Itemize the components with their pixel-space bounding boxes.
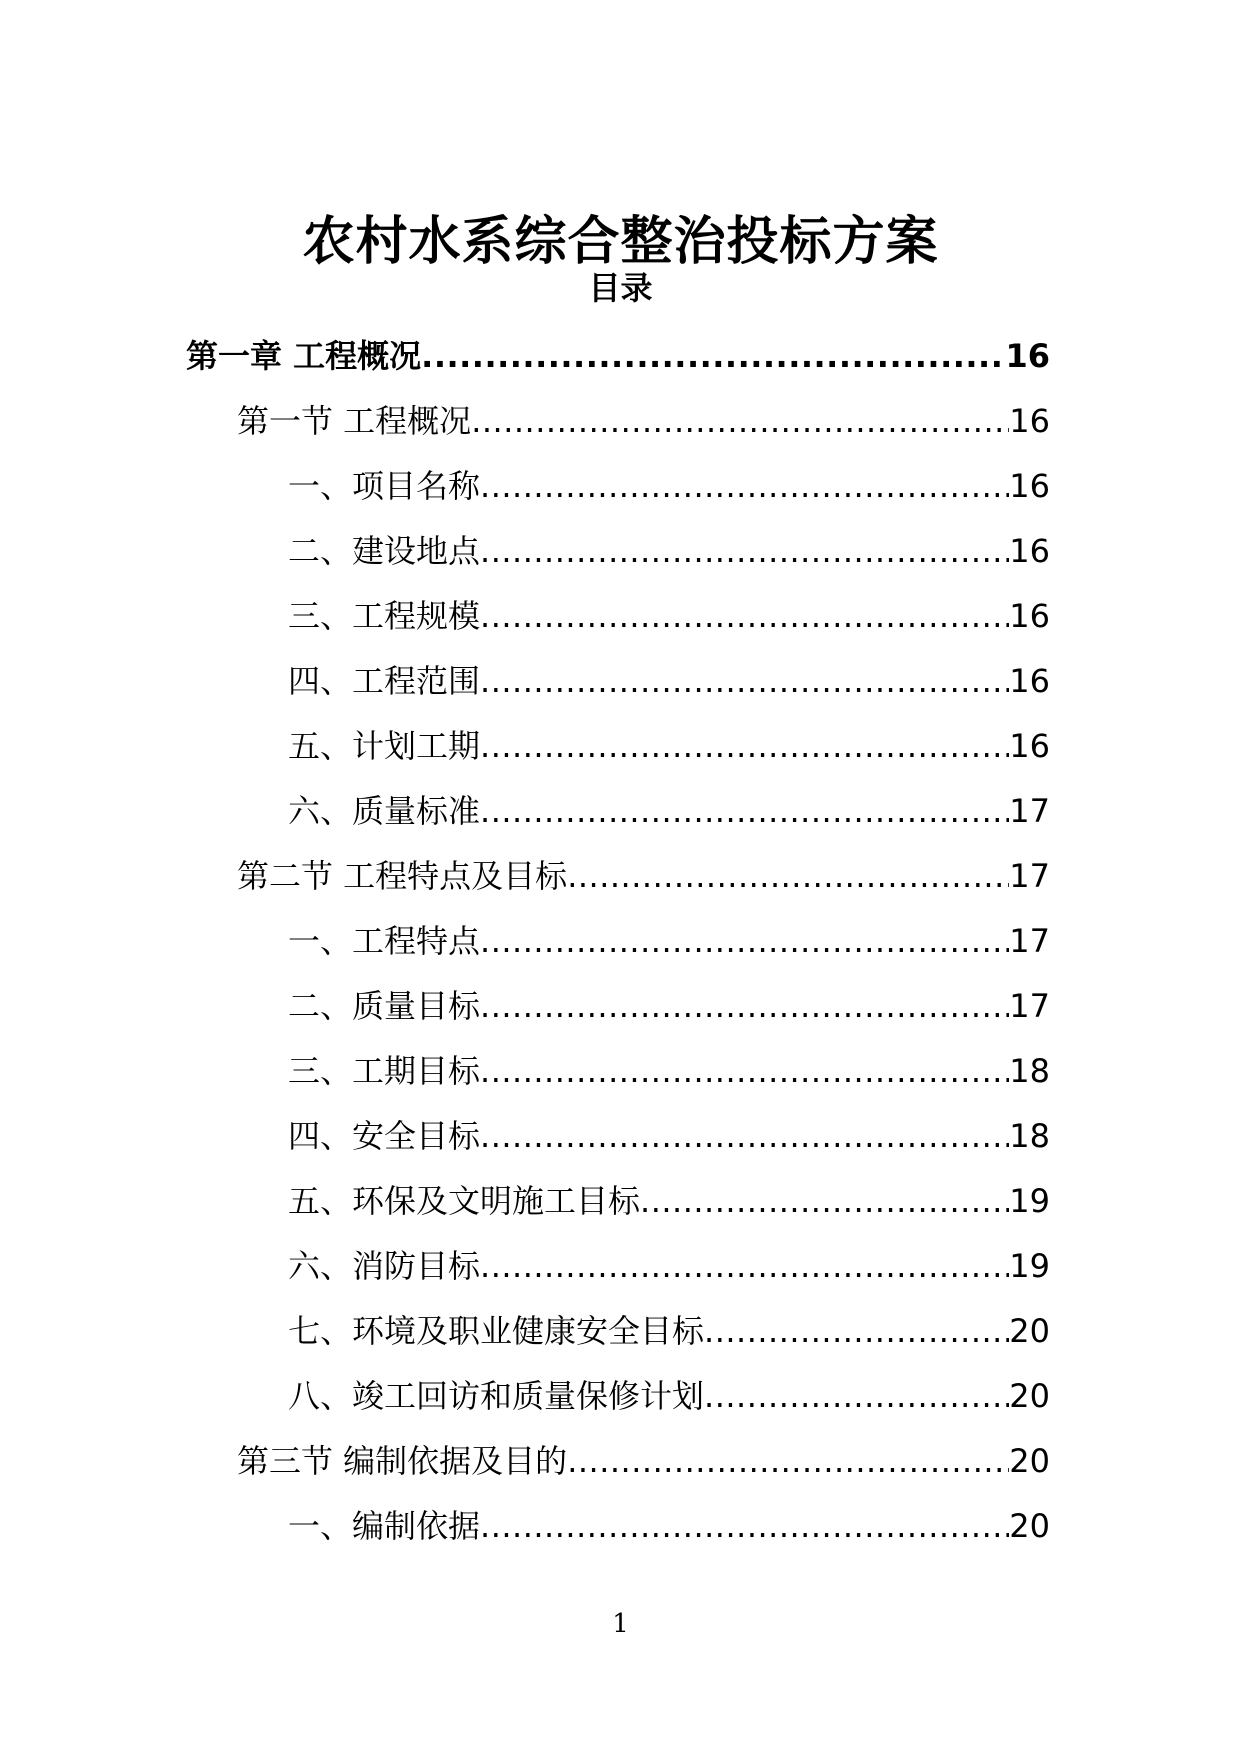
- toc-entry-page: 19: [1009, 1181, 1050, 1220]
- toc-entry-label: 三、工程规模: [288, 596, 481, 635]
- toc-entry-page: 17: [1009, 986, 1050, 1025]
- toc-dot-leader: [704, 1309, 1009, 1353]
- table-of-contents: [0, 323, 1241, 1558]
- toc-entry-label: 四、工程范围: [288, 661, 481, 700]
- toc-dot-leader: [480, 529, 1009, 573]
- toc-entry-page: 16: [1009, 531, 1050, 570]
- toc-entry[interactable]: [0, 1363, 1241, 1428]
- toc-entry-label: 第一节 工程概况: [237, 401, 472, 440]
- toc-entry-page: 17: [1009, 856, 1050, 895]
- toc-entry[interactable]: [0, 518, 1241, 583]
- toc-dot-leader: [480, 464, 1009, 508]
- toc-entry-page: 16: [1009, 726, 1050, 765]
- toc-heading: 目录: [588, 269, 653, 307]
- toc-entry-label: 二、建设地点: [288, 531, 481, 570]
- toc-entry[interactable]: [0, 1233, 1241, 1298]
- toc-dot-leader: [480, 984, 1009, 1028]
- toc-entry[interactable]: [0, 973, 1241, 1038]
- toc-entry-page: 17: [1009, 921, 1050, 960]
- toc-entry-label: 五、计划工期: [288, 726, 481, 765]
- toc-entry-page: 16: [1009, 596, 1050, 635]
- toc-dot-leader: [567, 854, 1009, 898]
- toc-entry-label: 第三节 编制依据及目的: [237, 1441, 568, 1480]
- toc-dot-leader: [480, 659, 1009, 703]
- toc-entry[interactable]: [0, 778, 1241, 843]
- document-title: 农村水系综合整治投标方案: [302, 211, 939, 272]
- toc-entry-page: 19: [1009, 1246, 1050, 1285]
- toc-entry[interactable]: [0, 453, 1241, 518]
- toc-entry-page: 18: [1009, 1051, 1050, 1090]
- toc-entry-page: 17: [1009, 791, 1050, 830]
- toc-entry-label: 二、质量目标: [288, 986, 481, 1025]
- toc-entry[interactable]: [0, 843, 1241, 908]
- toc-entry[interactable]: [0, 1428, 1241, 1493]
- toc-entry[interactable]: [0, 1103, 1241, 1168]
- toc-entry-label: 第一章 工程概况: [186, 336, 422, 375]
- page-number: 1: [612, 1609, 629, 1639]
- toc-entry-label: 一、编制依据: [288, 1506, 481, 1545]
- toc-entry-label: 一、工程特点: [288, 921, 481, 960]
- toc-dot-leader: [421, 334, 1005, 378]
- toc-entry-label: 六、质量标准: [288, 791, 481, 830]
- toc-entry[interactable]: [0, 583, 1241, 648]
- toc-entry[interactable]: [0, 908, 1241, 973]
- toc-dot-leader: [480, 1504, 1009, 1548]
- toc-entry-page: 20: [1009, 1441, 1050, 1480]
- toc-entry-page: 20: [1009, 1376, 1050, 1415]
- toc-entry[interactable]: [0, 713, 1241, 778]
- toc-entry-page: 16: [1009, 466, 1050, 505]
- toc-entry[interactable]: [0, 323, 1241, 388]
- toc-entry-page: 20: [1009, 1311, 1050, 1350]
- toc-entry[interactable]: [0, 1038, 1241, 1103]
- toc-entry-label: 八、竣工回访和质量保修计划: [288, 1376, 705, 1415]
- toc-dot-leader: [567, 1439, 1009, 1483]
- toc-entry-page: 18: [1009, 1116, 1050, 1155]
- toc-entry[interactable]: [0, 1298, 1241, 1363]
- toc-dot-leader: [471, 399, 1009, 443]
- toc-dot-leader: [640, 1179, 1009, 1223]
- toc-entry-label: 三、工期目标: [288, 1051, 481, 1090]
- toc-dot-leader: [480, 1049, 1009, 1093]
- toc-entry-label: 一、项目名称: [288, 466, 481, 505]
- toc-dot-leader: [480, 1114, 1009, 1158]
- toc-entry-label: 七、环境及职业健康安全目标: [288, 1311, 705, 1350]
- toc-entry-page: 20: [1009, 1506, 1050, 1545]
- toc-entry[interactable]: [0, 1493, 1241, 1558]
- toc-entry-label: 五、环保及文明施工目标: [288, 1181, 641, 1220]
- toc-entry-label: 六、消防目标: [288, 1246, 481, 1285]
- toc-dot-leader: [480, 594, 1009, 638]
- toc-entry-page: 16: [1009, 401, 1050, 440]
- toc-entry-label: 四、安全目标: [288, 1116, 481, 1155]
- toc-entry-page: 16: [1009, 661, 1050, 700]
- toc-dot-leader: [704, 1374, 1009, 1418]
- toc-entry[interactable]: [0, 648, 1241, 713]
- toc-entry[interactable]: [0, 1168, 1241, 1233]
- toc-dot-leader: [480, 789, 1009, 833]
- toc-entry[interactable]: [0, 388, 1241, 453]
- toc-dot-leader: [480, 919, 1009, 963]
- toc-entry-label: 第二节 工程特点及目标: [237, 856, 568, 895]
- toc-entry-page: 16: [1005, 336, 1050, 375]
- toc-dot-leader: [480, 1244, 1009, 1288]
- toc-dot-leader: [480, 724, 1009, 768]
